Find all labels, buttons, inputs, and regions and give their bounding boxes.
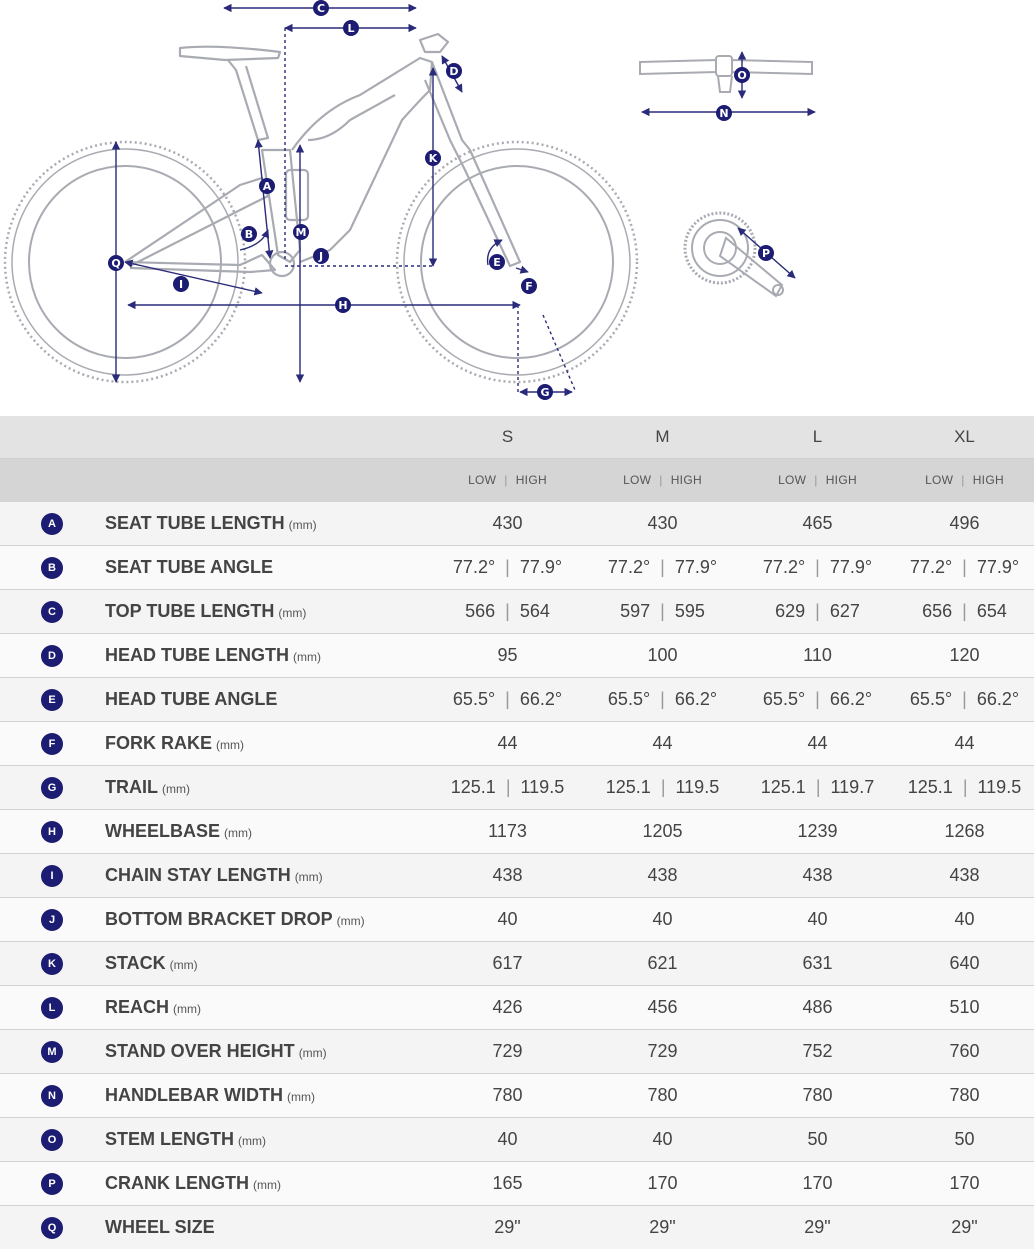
low-high-label: LOW | HIGH: [585, 459, 740, 502]
geometry-row-o: [0, 1118, 1034, 1162]
value-cell: 125.1 | 119.5: [585, 766, 740, 810]
row-label: HEAD TUBE LENGTH (mm): [104, 634, 430, 678]
handlebar-inset: [640, 56, 812, 92]
row-letter-badge: A: [41, 513, 63, 535]
value-cell: 40: [430, 898, 585, 942]
row-label: TOP TUBE LENGTH (mm): [104, 590, 430, 634]
marker-d: [446, 63, 462, 79]
value-cell: 44: [585, 722, 740, 766]
marker-h: [335, 297, 351, 313]
low-high-label: LOW | HIGH: [430, 459, 585, 502]
value-cell: 629 | 627: [740, 590, 895, 634]
row-label: BOTTOM BRACKET DROP (mm): [104, 898, 430, 942]
row-unit: (mm): [224, 826, 252, 840]
geometry-row-h: [0, 810, 1034, 854]
marker-i: [173, 276, 189, 292]
svg-text:N: N: [719, 107, 728, 120]
value-cell: 438: [585, 854, 740, 898]
geometry-row-n: [0, 1074, 1034, 1118]
svg-text:D: D: [449, 65, 458, 78]
row-label: TRAIL (mm): [104, 766, 430, 810]
row-label: CRANK LENGTH (mm): [104, 1162, 430, 1206]
row-letter-badge: G: [41, 777, 63, 799]
geometry-row-m: [0, 1030, 1034, 1074]
value-cell: 100: [585, 634, 740, 678]
row-label: SEAT TUBE ANGLE: [104, 546, 430, 590]
value-cell: 656 | 654: [895, 590, 1034, 634]
value-cell: 729: [585, 1030, 740, 1074]
low-high-label: LOW | HIGH: [895, 459, 1034, 502]
marker-k: [425, 150, 441, 166]
row-unit: (mm): [299, 1046, 327, 1060]
value-cell: 510: [895, 986, 1034, 1030]
value-cell: 40: [430, 1118, 585, 1162]
value-cell: 44: [895, 722, 1034, 766]
row-letter-badge: I: [41, 865, 63, 887]
value-cell: 426: [430, 986, 585, 1030]
value-cell: 165: [430, 1162, 585, 1206]
geometry-row-d: [0, 634, 1034, 678]
value-cell: 1173: [430, 810, 585, 854]
value-cell: 621: [585, 942, 740, 986]
value-cell: 65.5° | 66.2°: [740, 678, 895, 722]
diagram-markers: [108, 0, 774, 400]
row-unit: (mm): [170, 958, 198, 972]
row-letter-badge: J: [41, 909, 63, 931]
row-letter-badge: H: [41, 821, 63, 843]
marker-c: [313, 0, 329, 16]
row-unit: (mm): [287, 1090, 315, 1104]
marker-j: [313, 248, 329, 264]
value-cell: 430: [430, 502, 585, 546]
row-label: WHEELBASE (mm): [104, 810, 430, 854]
row-label: WHEEL SIZE: [104, 1206, 430, 1249]
marker-a: [259, 178, 275, 194]
value-cell: 29": [895, 1206, 1034, 1249]
geometry-row-g: [0, 766, 1034, 810]
value-cell: 780: [585, 1074, 740, 1118]
geometry-row-b: [0, 546, 1034, 590]
geometry-row-f: [0, 722, 1034, 766]
row-unit: (mm): [295, 870, 323, 884]
low-high-label: LOW | HIGH: [740, 459, 895, 502]
row-label: CHAIN STAY LENGTH (mm): [104, 854, 430, 898]
geometry-diagram: [0, 0, 1034, 416]
row-letter-badge: L: [41, 997, 63, 1019]
value-cell: 729: [430, 1030, 585, 1074]
row-unit: (mm): [337, 914, 365, 928]
value-cell: 120: [895, 634, 1034, 678]
row-label: STACK (mm): [104, 942, 430, 986]
svg-text:J: J: [318, 250, 323, 263]
geometry-row-a: [0, 502, 1034, 546]
size-header-s: S: [430, 416, 585, 459]
value-cell: 1205: [585, 810, 740, 854]
row-unit: (mm): [278, 606, 306, 620]
marker-q: [108, 255, 124, 271]
marker-e: [489, 254, 505, 270]
row-unit: (mm): [238, 1134, 266, 1148]
row-letter-badge: D: [41, 645, 63, 667]
row-letter-badge: K: [41, 953, 63, 975]
svg-text:H: H: [338, 299, 347, 312]
row-letter-badge: N: [41, 1085, 63, 1107]
value-cell: 29": [430, 1206, 585, 1249]
geometry-table: [0, 416, 1034, 1249]
value-cell: 170: [585, 1162, 740, 1206]
value-cell: 77.2° | 77.9°: [740, 546, 895, 590]
svg-text:M: M: [296, 226, 307, 239]
row-label: SEAT TUBE LENGTH (mm): [104, 502, 430, 546]
row-letter-badge: B: [41, 557, 63, 579]
size-header-xl: XL: [895, 416, 1034, 459]
svg-text:F: F: [525, 280, 533, 293]
value-cell: 125.1 | 119.5: [430, 766, 585, 810]
geometry-row-e: [0, 678, 1034, 722]
value-cell: 617: [430, 942, 585, 986]
low-high-header-row: [0, 459, 1034, 502]
value-cell: 125.1 | 119.5: [895, 766, 1034, 810]
value-cell: 65.5° | 66.2°: [895, 678, 1034, 722]
value-cell: 110: [740, 634, 895, 678]
value-cell: 50: [740, 1118, 895, 1162]
value-cell: 1268: [895, 810, 1034, 854]
row-unit: (mm): [216, 738, 244, 752]
value-cell: 40: [740, 898, 895, 942]
marker-b: [241, 226, 257, 242]
value-cell: 631: [740, 942, 895, 986]
value-cell: 760: [895, 1030, 1034, 1074]
value-cell: 44: [430, 722, 585, 766]
row-letter-badge: P: [41, 1173, 63, 1195]
row-label: STAND OVER HEIGHT (mm): [104, 1030, 430, 1074]
row-unit: (mm): [293, 650, 321, 664]
value-cell: 95: [430, 634, 585, 678]
row-letter-badge: C: [41, 601, 63, 623]
geometry-row-p: [0, 1162, 1034, 1206]
value-cell: 438: [895, 854, 1034, 898]
size-header-l: L: [740, 416, 895, 459]
value-cell: 29": [585, 1206, 740, 1249]
value-cell: 496: [895, 502, 1034, 546]
value-cell: 566 | 564: [430, 590, 585, 634]
size-header-row: [0, 416, 1034, 459]
value-cell: 40: [895, 898, 1034, 942]
value-cell: 430: [585, 502, 740, 546]
value-cell: 438: [740, 854, 895, 898]
value-cell: 752: [740, 1030, 895, 1074]
value-cell: 40: [585, 1118, 740, 1162]
row-letter-badge: O: [41, 1129, 63, 1151]
measurement-lines: [116, 8, 815, 392]
geometry-row-q: [0, 1206, 1034, 1249]
value-cell: 465: [740, 502, 895, 546]
svg-text:P: P: [762, 247, 770, 260]
marker-m: [293, 224, 309, 240]
value-cell: 780: [740, 1074, 895, 1118]
value-cell: 40: [585, 898, 740, 942]
value-cell: 77.2° | 77.9°: [585, 546, 740, 590]
marker-g: [537, 384, 553, 400]
value-cell: 125.1 | 119.7: [740, 766, 895, 810]
value-cell: 65.5° | 66.2°: [430, 678, 585, 722]
row-unit: (mm): [253, 1178, 281, 1192]
marker-n: [716, 105, 732, 121]
value-cell: 50: [895, 1118, 1034, 1162]
value-cell: 77.2° | 77.9°: [895, 546, 1034, 590]
value-cell: 77.2° | 77.9°: [430, 546, 585, 590]
row-label: HEAD TUBE ANGLE: [104, 678, 430, 722]
value-cell: 456: [585, 986, 740, 1030]
value-cell: 1239: [740, 810, 895, 854]
value-cell: 597 | 595: [585, 590, 740, 634]
row-unit: (mm): [289, 518, 317, 532]
svg-text:C: C: [317, 2, 325, 15]
row-unit: (mm): [173, 1002, 201, 1016]
value-cell: 170: [895, 1162, 1034, 1206]
marker-f: [521, 278, 537, 294]
row-label: FORK RAKE (mm): [104, 722, 430, 766]
geometry-row-l: [0, 986, 1034, 1030]
marker-p: [758, 245, 774, 261]
value-cell: 438: [430, 854, 585, 898]
geometry-row-c: [0, 590, 1034, 634]
size-header-m: M: [585, 416, 740, 459]
value-cell: 780: [895, 1074, 1034, 1118]
row-letter-badge: M: [41, 1041, 63, 1063]
svg-text:O: O: [737, 69, 746, 82]
svg-text:L: L: [347, 22, 354, 35]
value-cell: 29": [740, 1206, 895, 1249]
value-cell: 486: [740, 986, 895, 1030]
value-cell: 65.5° | 66.2°: [585, 678, 740, 722]
row-letter-badge: Q: [41, 1217, 63, 1239]
row-label: HANDLEBAR WIDTH (mm): [104, 1074, 430, 1118]
row-label: REACH (mm): [104, 986, 430, 1030]
row-letter-badge: E: [41, 689, 63, 711]
marker-o: [734, 67, 750, 83]
svg-text:G: G: [540, 386, 549, 399]
value-cell: 44: [740, 722, 895, 766]
row-unit: (mm): [162, 782, 190, 796]
svg-text:K: K: [429, 152, 438, 165]
geometry-row-k: [0, 942, 1034, 986]
svg-text:A: A: [263, 180, 272, 193]
svg-text:I: I: [179, 278, 183, 291]
value-cell: 780: [430, 1074, 585, 1118]
svg-text:E: E: [493, 256, 501, 269]
svg-text:Q: Q: [111, 257, 120, 270]
row-label: STEM LENGTH (mm): [104, 1118, 430, 1162]
value-cell: 170: [740, 1162, 895, 1206]
geometry-row-j: [0, 898, 1034, 942]
svg-text:B: B: [245, 228, 253, 241]
value-cell: 640: [895, 942, 1034, 986]
row-letter-badge: F: [41, 733, 63, 755]
marker-l: [343, 20, 359, 36]
geometry-row-i: [0, 854, 1034, 898]
